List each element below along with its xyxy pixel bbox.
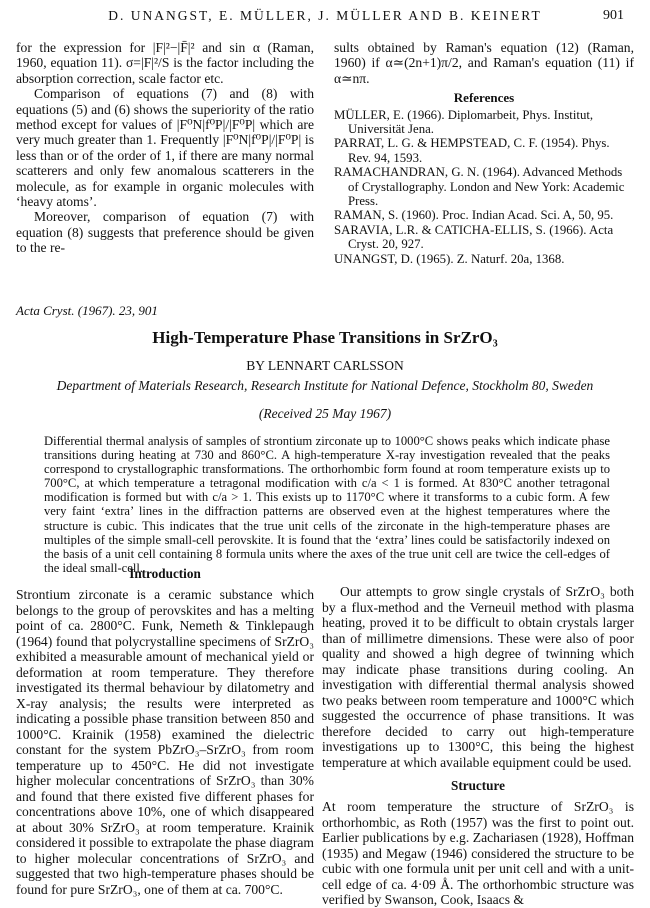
prev-left-para-1: for the expression for |F|²−|F̄|² and sin α (Raman, 1960, equation 11). σ=|F|²/S is the factor including the absorption correction, scale factor etc. [16, 40, 314, 86]
reference-item: RAMACHANDRAN, G. N. (1964). Advanced Methods of Crystallography. London and New York: Academic Press. [334, 165, 625, 209]
reference-item: UNANGST, D. (1965). Z. Naturf. 20a, 1368. [334, 251, 565, 266]
author-byline: BY LENNART CARLSSON [246, 358, 404, 373]
reference-item: MÜLLER, E. (1966). Diplomarbeit, Phys. Institut, Universität Jena. [334, 107, 594, 137]
prev-article-left-column [16, 40, 314, 256]
introduction-heading: Introduction [129, 566, 201, 581]
running-head: D. UNANGST, E. MÜLLER, J. MÜLLER AND B. KEINERT [108, 8, 542, 23]
article-right-column [322, 584, 634, 908]
structure-paragraph: At room temperature the structure of SrZrO₃ is orthorhombic, as Roth (1957) was the first to point out. Earlier publications by e.g. Zachariasen (1928), Hoffman (1935) and Megaw (1946) considered the structure to be cubic with one formula unit per unit cell and with a unit-cell edge of ca. 4·09 Å. The orthorhombic structure was verified by Swanson, Cook, Isaacs & [322, 799, 634, 908]
prev-right-para: sults obtained by Raman's equation (12) (Raman, 1960) if α≃(2n+1)π/2, and Raman's equation (11) if α≃nπ. [334, 40, 634, 86]
prev-article-right-column [334, 40, 634, 266]
reference-item: RAMAN, S. (1960). Proc. Indian Acad. Sci. A, 50, 95. [334, 208, 614, 223]
journal-citation: Acta Cryst. (1967). 23, 901 [16, 303, 158, 318]
abstract: Differential thermal analysis of samples of strontium zirconate up to 1000°C shows peaks which indicate phase transitions during heating at 730 and 860°C. A high-temperature X-ray investigation revealed that the peaks correspond to crystallographic transformations. The orthorhombic form found at room temperature exists up to 700°C, at which temperature a tetragonal modification with c/a < 1 is formed. At 830°C another tetragonal modification is formed but with c/a > 1. This exists up to 1170°C where it transforms to a cubic form. A few very faint ‘extra’ lines in the diffraction patterns are observed even at the highest temperatures where the structure is cubic. This indicates that the true unit cells of the zirconate in the high-temperature phases are multiples of the simple small-cell perovskite. It is found that the ‘extra’ lines could be satisfactorily indexed on the basis of a unit cell containing 8 formula units where the axes of the true unit cell are twice the cell-edges of the ideal small-cell. [44, 434, 610, 575]
prev-left-para-2: Comparison of equations (7) and (8) with equations (5) and (6) shows the superiority of the ratio method except for values of |F⁰N|f⁰P|/|F⁰P| which are very much greater than 1. Frequently |F⁰N|f⁰P|/|F⁰P| is less than or of the order of 1, if there are many normal scatterers and only few anomalous scatterers in the molecule, as for example in organic molecules with ‘heavy atoms’. [16, 86, 314, 210]
received-date: (Received 25 May 1967) [258, 406, 392, 421]
introduction-paragraph: Strontium zirconate is a ceramic substance which belongs to the group of perovskites and has a melting point of ca. 2800°C. Funk, Nemeth & Tinklepaugh (1964) found that polycrystalline specimens of SrZrO₃ exhibited a measurable amount of mechanical yield or deformation at room temperature. They therefore investigated its thermal behaviour by dilatometry and X-ray analysis; the results were interpreted as indicating a possible phase transition between 850 and 1000°C. Krainik (1958) examined the dielectric constant for the system PbZrO₃–SrZrO₃ from room temperature up to 450°C. He did not investigate higher molecular concentrations of SrZrO₃ than 30% and found that there existed five different phases for concentrations above 10%, one of which disappeared at about 30% SrZrO₃ at room temperature. Krainik considered it possible to extrapolate the phase diagram to higher molecular concentrations of SrZrO₃ and suggested that two high-temperature phases should be found for pure SrZrO₃, one of them at ca. 700°C. [16, 587, 314, 897]
author-affiliation: Department of Materials Research, Research Institute for National Defence, Stockholm 80, Sweden [56, 378, 594, 393]
references-title: References [453, 90, 515, 106]
page-number: 901 [603, 8, 624, 23]
structure-heading: Structure [451, 778, 505, 793]
prev-left-para-3: Moreover, comparison of equation (7) with equation (8) suggests that preference should be given to the re- [16, 209, 314, 256]
right-paragraph: Our attempts to grow single crystals of SrZrO₃ both by a flux-method and the Verneuil method with plasma heating, proved it to be difficult to obtain crystals larger than of millimetre dimensions. These were also of poor quality and showed a high degree of twinning which may indicate phase transitions during cooling. An investigation with differential thermal analysis showed two peaks between room temperature and 1000°C which suggested the occurrence of phase transitions. It was therefore decided to carry out high-temperature investigations up to 1300°C, this being the highest temperature at which available equipment could be used. [322, 584, 634, 770]
article-left-column [16, 566, 314, 897]
reference-item: SARAVIA, L.R. & CATICHA-ELLIS, S. (1966). Acta Cryst. 20, 927. [334, 222, 614, 252]
article-title: High-Temperature Phase Transitions in SrZrO₃ [152, 328, 498, 347]
reference-item: PARRAT, L. G. & HEMPSTEAD, C. F. (1954). Phys. Rev. 94, 1593. [334, 136, 610, 165]
